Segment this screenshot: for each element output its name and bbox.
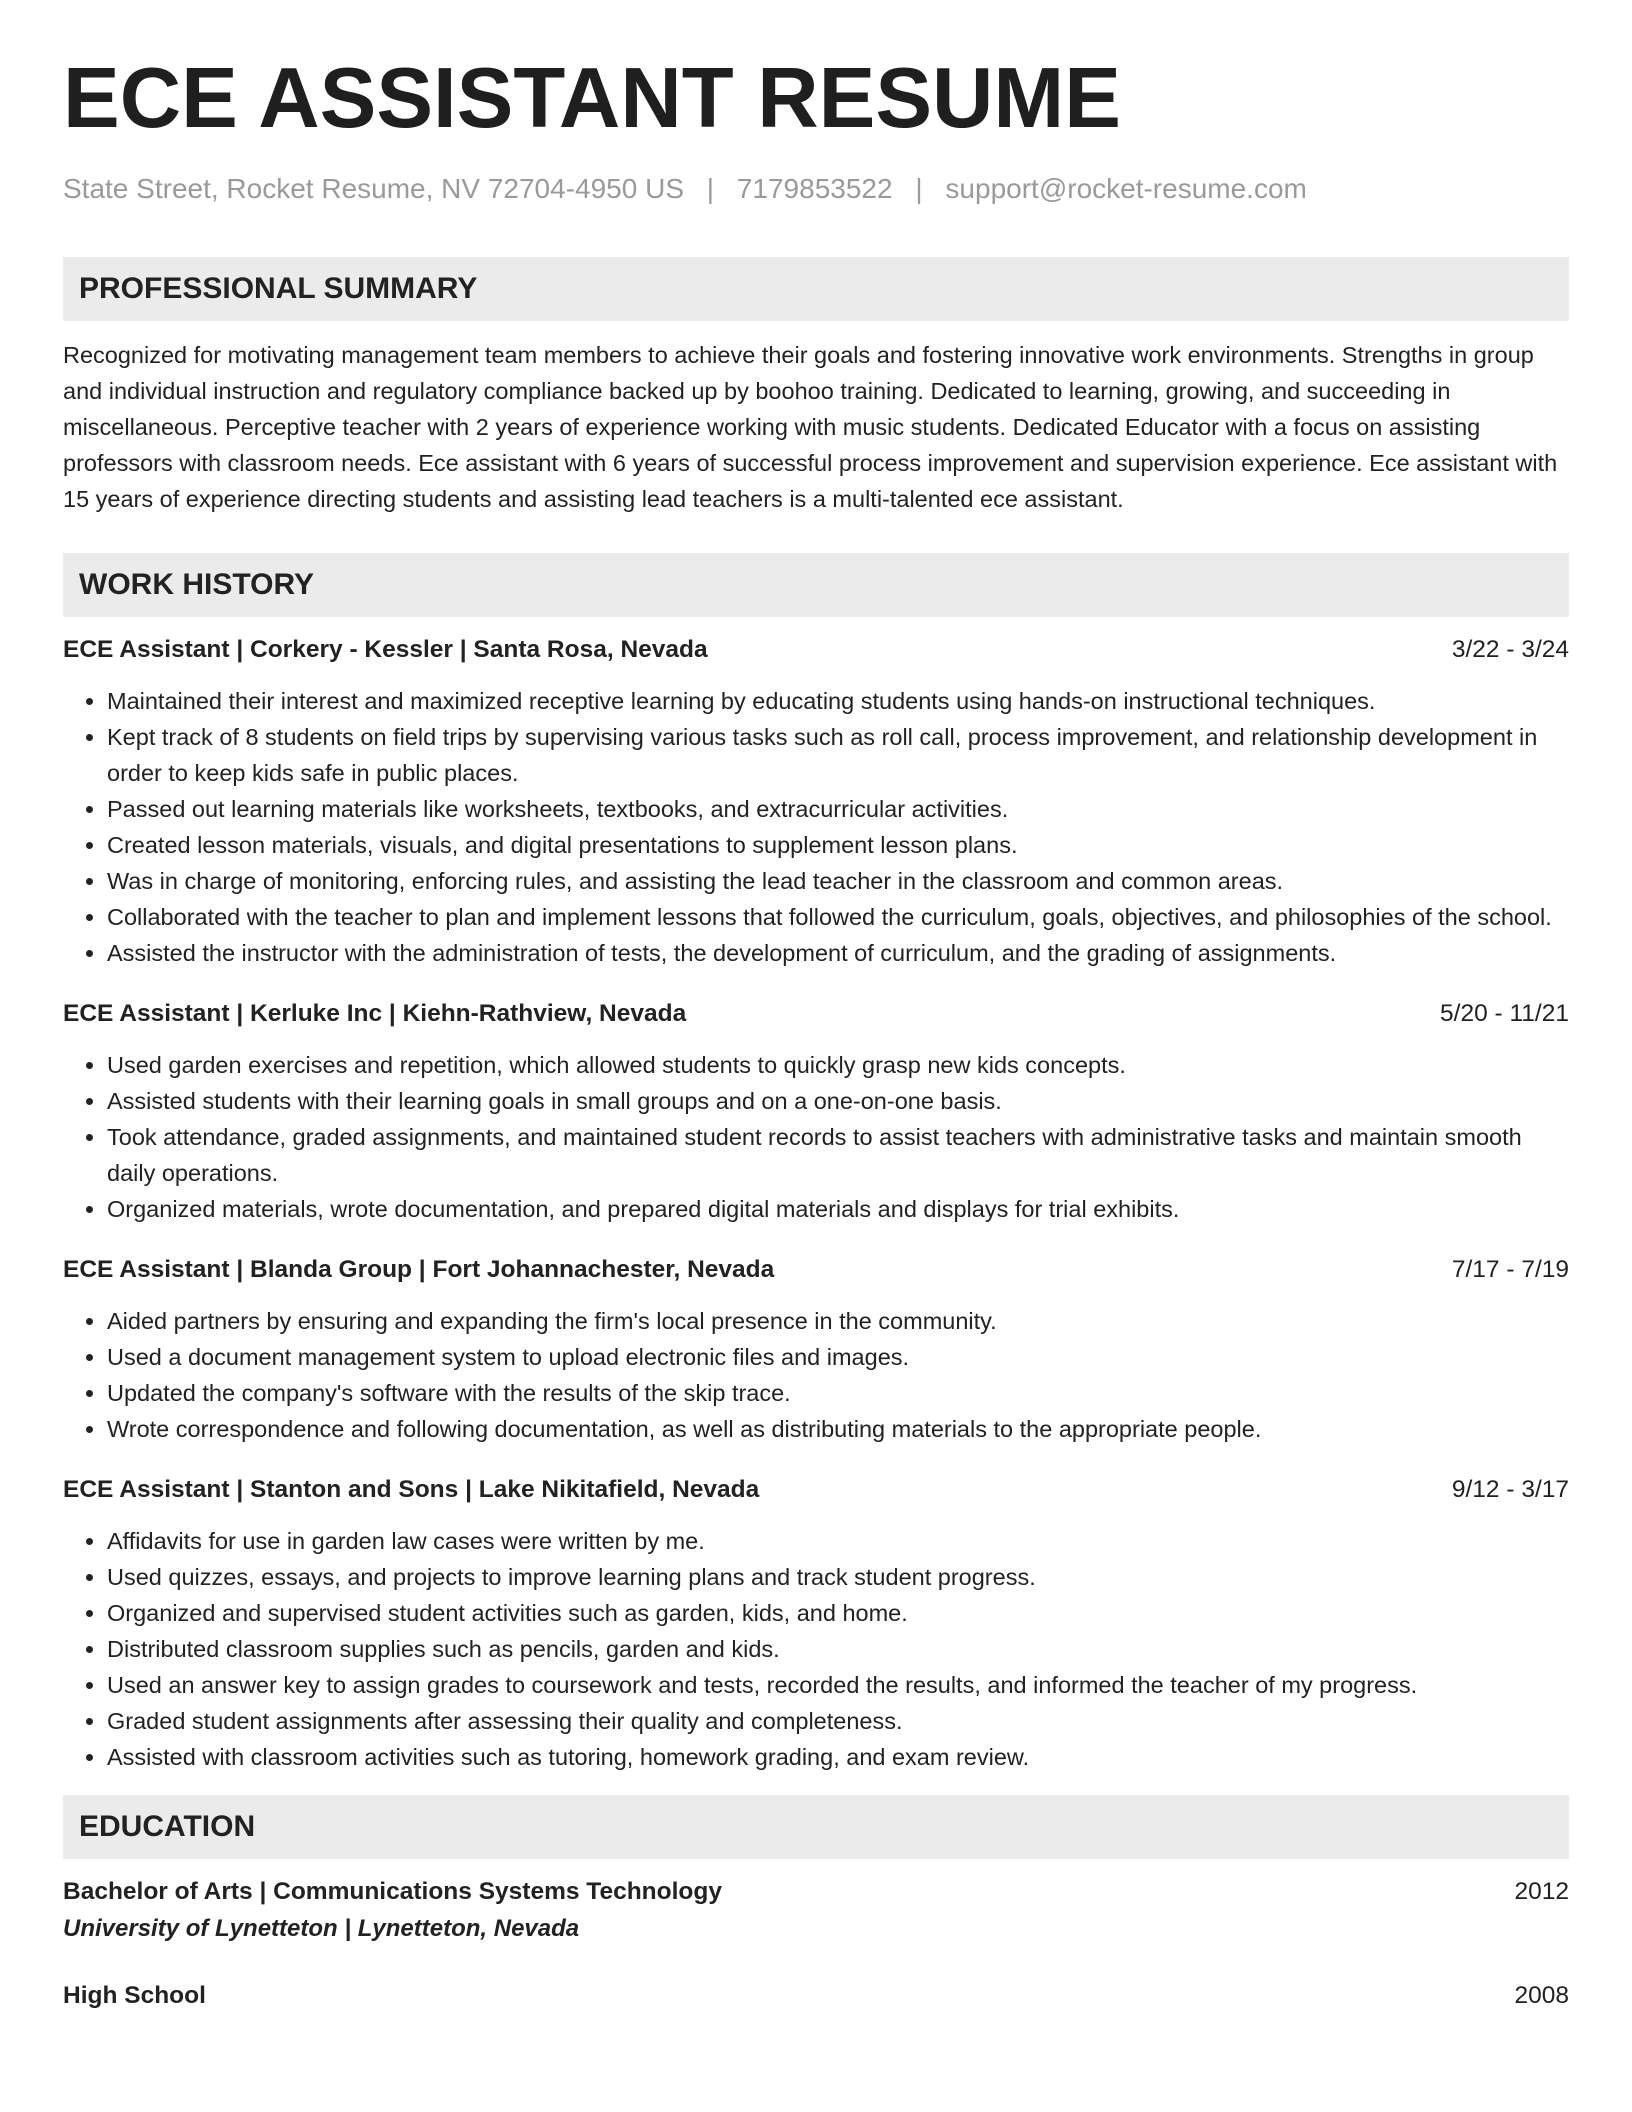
summary-text: Recognized for motivating management team members to achieve their goals and fostering innovative work environments. Strengths in group and individual instruction and regulatory compliance backed up by boohoo training. Dedicated to learning, growing, and succeeding in miscellaneous. Perceptive teacher with 2 years of experience working with music students. Dedicated Educator with a focus on assisting professors with classroom needs. Ece assistant with 6 years of successful process improvement and supervision experience. Ece assistant with 15 years of experience directing students and assisting lead teachers is a multi-talented ece assistant. — [63, 342, 1558, 512]
education-degree: Bachelor of Arts | Communications Systems Technology — [63, 1878, 722, 1905]
section-header-work-history: WORK HISTORY — [63, 553, 1569, 617]
job-bullet: • Graded student assignments after assessing their quality and completeness. — [107, 1703, 1569, 1739]
job-dates: 7/17 - 7/19 — [1451, 1256, 1569, 1283]
education-school: University of Lynetteton | Lynetteton, Nevada — [63, 1915, 580, 1942]
job-bullet: • Organized and supervised student activities such as garden, kids, and home. — [107, 1595, 1569, 1631]
job-header — [63, 1473, 1569, 1507]
contact-separator: | — [915, 173, 923, 204]
job-header — [63, 1253, 1569, 1287]
job-bullet: • Assisted students with their learning goals in small groups and on a one-on-one basis. — [107, 1083, 1569, 1119]
education-year: 2008 — [1514, 1982, 1569, 2009]
job-bullets — [63, 1047, 1569, 1227]
section-header-education: EDUCATION — [63, 1795, 1569, 1859]
resume-title: ECE ASSISTANT RESUME — [63, 51, 1121, 146]
job-entry — [63, 1473, 1569, 1775]
job-title: ECE Assistant | Corkery - Kessler | Santa Rosa, Nevada — [63, 636, 708, 663]
job-bullet: • Used garden exercises and repetition, which allowed students to quickly grasp new kids concepts. — [107, 1047, 1569, 1083]
job-entry — [63, 1253, 1569, 1447]
job-title: ECE Assistant | Stanton and Sons | Lake Nikitafield, Nevada — [63, 1476, 760, 1503]
job-bullet: • Kept track of 8 students on field trips by supervising various tasks such as roll call, process improvement, and relationship development in order to keep kids safe in public places. — [107, 719, 1569, 791]
job-bullet: • Used quizzes, essays, and projects to improve learning plans and track student progress. — [107, 1559, 1569, 1595]
contact-email: support@rocket-resume.com — [945, 173, 1307, 204]
job-bullet: • Created lesson materials, visuals, and digital presentations to supplement lesson plans. — [107, 827, 1569, 863]
job-bullet: • Used a document management system to upload electronic files and images. — [107, 1339, 1569, 1375]
job-header — [63, 997, 1569, 1031]
contact-address: State Street, Rocket Resume, NV 72704-4950 US — [63, 173, 684, 204]
job-entry — [63, 633, 1569, 971]
job-dates: 3/22 - 3/24 — [1451, 636, 1569, 663]
job-bullet: • Was in charge of monitoring, enforcing rules, and assisting the lead teacher in the classroom and common areas. — [107, 863, 1569, 899]
education-header — [63, 1875, 1569, 1909]
job-bullet: • Wrote correspondence and following documentation, as well as distributing materials to the appropriate people. — [107, 1411, 1569, 1447]
job-header — [63, 633, 1569, 667]
job-bullet: • Assisted with classroom activities such as tutoring, homework grading, and exam review. — [107, 1739, 1569, 1775]
education-entry — [63, 1875, 1569, 1949]
job-dates: 5/20 - 11/21 — [1440, 1000, 1569, 1027]
section-header-summary: PROFESSIONAL SUMMARY — [63, 257, 1569, 321]
job-bullet: • Affidavits for use in garden law cases were written by me. — [107, 1523, 1569, 1559]
job-title: ECE Assistant | Blanda Group | Fort Johannachester, Nevada — [63, 1256, 775, 1283]
job-bullets — [63, 1523, 1569, 1775]
job-dates: 9/12 - 3/17 — [1451, 1476, 1569, 1503]
job-bullet: • Aided partners by ensuring and expanding the firm's local presence in the community. — [107, 1303, 1569, 1339]
contact-phone: 7179853522 — [736, 173, 893, 204]
job-bullet: • Used an answer key to assign grades to coursework and tests, recorded the results, and informed the teacher of my progress. — [107, 1667, 1569, 1703]
job-bullet: • Assisted the instructor with the administration of tests, the development of curriculum, and the grading of assignments. — [107, 935, 1569, 971]
job-bullet: • Distributed classroom supplies such as pencils, garden and kids. — [107, 1631, 1569, 1667]
contact-separator: | — [706, 173, 715, 204]
education-header — [63, 1979, 1569, 2013]
contact-line — [63, 175, 1569, 203]
job-bullet: • Organized materials, wrote documentation, and prepared digital materials and displays for trial exhibits. — [107, 1191, 1569, 1227]
job-bullets — [63, 683, 1569, 971]
job-bullet: • Took attendance, graded assignments, and maintained student records to assist teachers with administrative tasks and maintain smooth daily operations. — [107, 1119, 1569, 1191]
job-bullets — [63, 1303, 1569, 1447]
job-bullet: • Updated the company's software with the results of the skip trace. — [107, 1375, 1569, 1411]
job-bullet: • Collaborated with the teacher to plan and implement lessons that followed the curriculum, goals, objectives, and philosophies of the school. — [107, 899, 1569, 935]
job-title: ECE Assistant | Kerluke Inc | Kiehn-Rathview, Nevada — [63, 1000, 687, 1027]
education-degree: High School — [63, 1982, 206, 2009]
education-entry — [63, 1979, 1569, 2013]
education-year: 2012 — [1514, 1878, 1569, 1905]
job-bullet: • Passed out learning materials like worksheets, textbooks, and extracurricular activities. — [107, 791, 1569, 827]
job-entry — [63, 997, 1569, 1227]
job-bullet: • Maintained their interest and maximized receptive learning by educating students using hands-on instructional techniques. — [107, 683, 1569, 719]
